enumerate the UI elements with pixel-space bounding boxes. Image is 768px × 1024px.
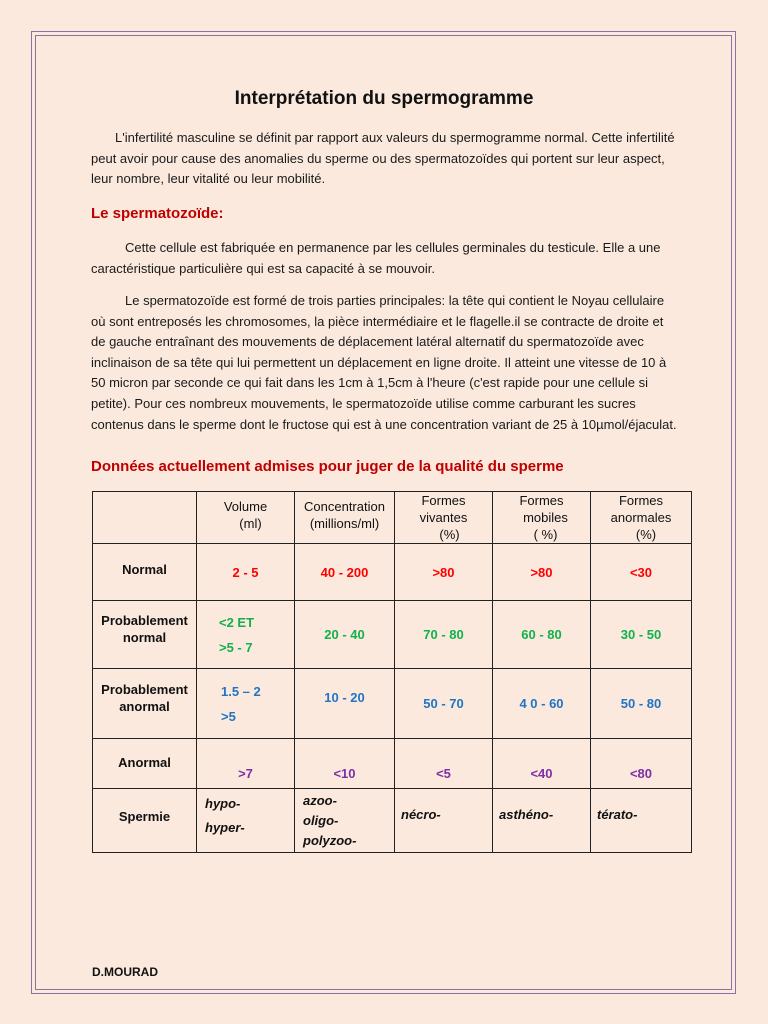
prob-normal-mobiles: 60 - 80 xyxy=(493,601,591,669)
anormal-volume: >7 xyxy=(197,739,295,789)
table-header-row xyxy=(93,492,692,544)
header-formes-mobiles: Formes mobiles ( %) xyxy=(493,492,591,544)
prob-anormal-anormales: 50 - 80 xyxy=(591,669,692,739)
paragraph-structure-text: Le spermatozoïde est formé de trois parties principales: la tête qui contient le Noyau cellulaire où sont entreposés les chromosomes, la pièce intermédiaire et le flagelle.il se contracte de droite et de gauche entraînant des mouvements de déplacement latéral alternatif du spermatozoïde avec inclinaison de sa tête qui lui permettent un déplacement en ligne droite. Il atteint une vitesse de 10 à 50 micron par seconde ce qui fait dans les 1cm à 1,5cm à l'heure (c'est rapide pour une cellule si petite). Pour ces nombreux mouvements, le spermatozoïde utilise comme carburant les sucres contenus dans le sperme dont le fructose qui est à une concentration variant de 25 à 10µmol/éjaculat. xyxy=(91,293,677,432)
anormal-anormales: <80 xyxy=(591,739,692,789)
prob-anormal-mobiles: 4 0 - 60 xyxy=(493,669,591,739)
author-signature: D.MOURAD xyxy=(92,965,158,979)
prob-anormal-volume: 1.5 – 2 >5 xyxy=(197,669,295,739)
prob-normal-anormales: 30 - 50 xyxy=(591,601,692,669)
table-row-spermie xyxy=(93,789,692,853)
anormal-mobiles: <40 xyxy=(493,739,591,789)
section-title-donnees: Données actuellement admises pour juger de la qualité du sperme xyxy=(91,458,564,475)
row-label-spermie: Spermie xyxy=(93,789,197,853)
section-title-spermatozoide: Le spermatozoïde: xyxy=(91,205,224,222)
prob-normal-vivantes: 70 - 80 xyxy=(395,601,493,669)
header-formes-anormales: Formes anormales (%) xyxy=(591,492,692,544)
table-row-prob-anormal xyxy=(93,669,692,739)
row-label-prob-anormal: Probablement anormal xyxy=(93,669,197,739)
row-label-normal: Normal xyxy=(93,544,197,601)
header-concentration: Concentration (millions/ml) xyxy=(295,492,395,544)
spermogram-table xyxy=(92,491,692,853)
normal-volume: 2 - 5 xyxy=(197,544,295,601)
spermie-mobiles: asthéno- xyxy=(493,789,591,853)
prob-normal-concentration: 20 - 40 xyxy=(295,601,395,669)
spermie-vivantes: nécro- xyxy=(395,789,493,853)
header-empty-cell xyxy=(93,492,197,544)
anormal-concentration: <10 xyxy=(295,739,395,789)
prob-normal-volume: <2 ET >5 - 7 xyxy=(197,601,295,669)
normal-mobiles: >80 xyxy=(493,544,591,601)
table-row-normal xyxy=(93,544,692,601)
prob-anormal-concentration: 10 - 20 xyxy=(295,669,395,739)
row-label-prob-normal: Probablement normal xyxy=(93,601,197,669)
paragraph-cellule xyxy=(91,238,681,279)
normal-vivantes: >80 xyxy=(395,544,493,601)
intro-paragraph xyxy=(91,128,681,190)
header-formes-vivantes: Formes vivantes (%) xyxy=(395,492,493,544)
spermie-volume: hypo- hyper- xyxy=(197,789,295,853)
header-volume: Volume (ml) xyxy=(197,492,295,544)
table-row-prob-normal xyxy=(93,601,692,669)
anormal-vivantes: <5 xyxy=(395,739,493,789)
prob-anormal-vivantes: 50 - 70 xyxy=(395,669,493,739)
table-row-anormal xyxy=(93,739,692,789)
normal-concentration: 40 - 200 xyxy=(295,544,395,601)
normal-anormales: <30 xyxy=(591,544,692,601)
intro-text: L'infertilité masculine se définit par rapport aux valeurs du spermogramme normal. Cette infertilité peut avoir pour cause des anomalies du sperme ou des spermatozoïdes qui portent sur leur aspect, leur nombre, leur vitalité ou leur mobilité. xyxy=(91,130,675,187)
paragraph-structure xyxy=(91,291,681,435)
spermie-concentration: azoo- oligo- polyzoo- xyxy=(295,789,395,853)
row-label-anormal: Anormal xyxy=(93,739,197,789)
spermie-anormales: térato- xyxy=(591,789,692,853)
paragraph-cellule-text: Cette cellule est fabriquée en permanence par les cellules germinales du testicule. Elle a une caractéristique particulière qui est sa capacité à se mouvoir. xyxy=(91,240,661,276)
page-title: Interprétation du spermogramme xyxy=(234,88,534,109)
